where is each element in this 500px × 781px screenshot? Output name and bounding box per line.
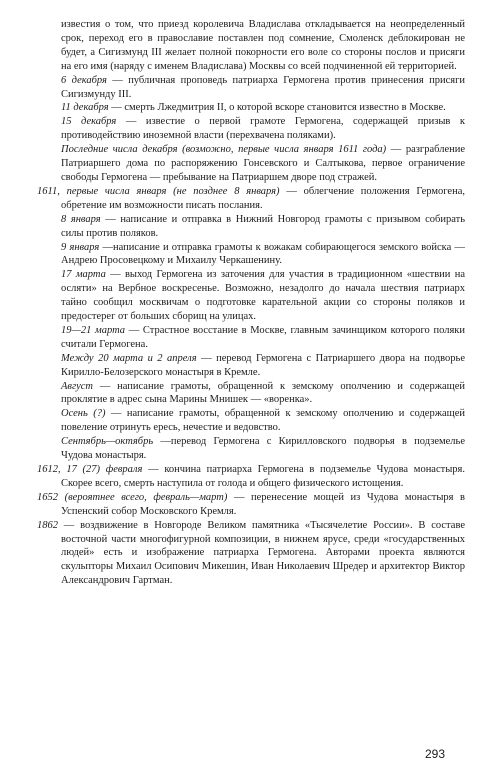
chronology-entry: [37, 74, 465, 102]
chronology-entry: [37, 101, 465, 115]
entry-date: 1612, 17 (27) февраля: [37, 464, 143, 475]
entry-date: 9 января: [61, 241, 100, 253]
chronology-entry: [37, 115, 465, 143]
entry-text: — перенесение мощей из Чудова монастыря в Успенский собор Московского Кремля.: [61, 491, 465, 517]
chronology-entry: [37, 407, 465, 435]
page-number: 293: [425, 747, 446, 761]
chronology-entry: [37, 380, 465, 408]
chronology-entry: [37, 491, 465, 519]
chronology-entry: [37, 268, 465, 324]
entry-text: — кончина патриарха Гермогена в подземелье Чудова монастыря. Скорее всего, смерть наступила от голода и общего физического истощения.: [61, 464, 465, 489]
chronology-entry: [37, 463, 465, 491]
entry-date: 1611, первые числа января (не позднее 8 января): [37, 185, 280, 197]
entry-text: — облегчение положения Гермогена, обретение им возможности писать послания.: [61, 185, 465, 211]
chronology-entry: [37, 185, 465, 213]
entry-text: —написание и отправка грамоты к вожакам собирающегося земского войска — Андрею Просовецкому и Михаилу Черкашенину.: [61, 241, 465, 267]
entry-text: известия о том, что приезд королевича Владислава откладывается на неопределенный срок, переход его в православие поставлен под сомнение, Смоленск деблокирован не будет, а Сигизмунд III желает полной покорности его воле со стороны послов и присяги на его имя (наряду с именем Владислава) Москвы со всей подчиненной ей территорией.: [61, 19, 465, 72]
entry-date: Последние числа декабря (возможно, первые числа января 1611 года): [61, 144, 387, 156]
entry-date: 6 декабря: [61, 74, 107, 86]
entry-text: — перевод Гермогена с Патриаршего двора на подворье Кирилло-Белозерского монастыря в Кремле.: [61, 352, 465, 378]
entry-date: 17 марта: [61, 269, 106, 281]
entry-text: — смерть Лжедмитрия II, о которой вскоре становится известно в Москве.: [108, 102, 446, 114]
entry-text: — Страстное восстание в Москве, главным зачинщиком которого поляки считали Гермогена.: [61, 324, 465, 350]
entry-date: 8 января: [61, 213, 101, 225]
chronology-entry: [37, 324, 465, 352]
chronology-entry: [37, 241, 465, 269]
chronology-entry: [37, 519, 465, 589]
entry-text: — написание грамоты, обращенной к земскому ополчению и содержащей проклятие в адрес сына Марины Мнишек — «воренка».: [61, 380, 465, 406]
entry-text: — выход Гермогена из заточения для участия в традиционном «шествии на осляти» на Вербное воскресенье. Возможно, незадолго до начала шествия патриарх тайно сообщил москвичам о подготовке карательной акции со стороны поляков и предостерег от больших сборищ на улицах.: [61, 269, 465, 323]
entry-date: Сентябрь—октябрь: [61, 436, 154, 448]
entry-text: — написание грамоты, обращенной к земскому ополчению и содержащей повеление отринуть ересь, нечестие и ведовство.: [61, 408, 466, 434]
chronology-entry: [37, 213, 465, 241]
entry-text: — разграбление Патриаршего дома по распоряжению Гонсевского и Салтыкова, первое ограничение свободы Гермогена — пребывание на Патриаршем дворе под стражей.: [61, 144, 466, 183]
chronology-entry: [37, 352, 465, 380]
entry-text: — воздвижение в Новгороде Великом памятника «Тысячелетие России». В составе восточной части многофигурной композиции, в нижнем ярусе, среди «государственных людей» есть и изображение патриарха Гермогена. Авторами проекта являются скульпторы Михаил Осипович Микешин, Иван Николаевич Шредер и архитектор Виктор Александрович Гартман.: [58, 519, 465, 587]
entry-date: 1862: [37, 519, 58, 531]
chronology-text: [37, 18, 465, 588]
chronology-entry: [37, 435, 465, 463]
chronology-entry: [37, 143, 465, 185]
entry-date: 11 декабря: [61, 102, 109, 114]
entry-text: —перевод Гермогена с Кирилловского подворья в подземелье Чудова монастыря.: [61, 436, 465, 462]
entry-text: — известие о первой грамоте Гермогена, содержащей призыв к противодействию иноземной власти (перехвачена поляками).: [61, 116, 465, 142]
entry-date: 15 декабря: [61, 116, 117, 128]
entry-text: — написание и отправка в Нижний Новгород грамоты с призывом собирать силы против поляков.: [61, 213, 465, 239]
entry-date: Осень (?): [61, 408, 106, 420]
entry-date: Между 20 марта и 2 апреля: [61, 352, 197, 364]
chronology-entry: [37, 18, 465, 74]
entry-text: — публичная проповедь патриарха Гермогена против принесения присяги Сигизмунду III.: [61, 74, 466, 100]
entry-date: 1652 (вероятнее всего, февраль—март): [37, 491, 228, 503]
entry-date: Август: [61, 380, 93, 392]
entry-date: 19—21 марта: [61, 324, 126, 336]
